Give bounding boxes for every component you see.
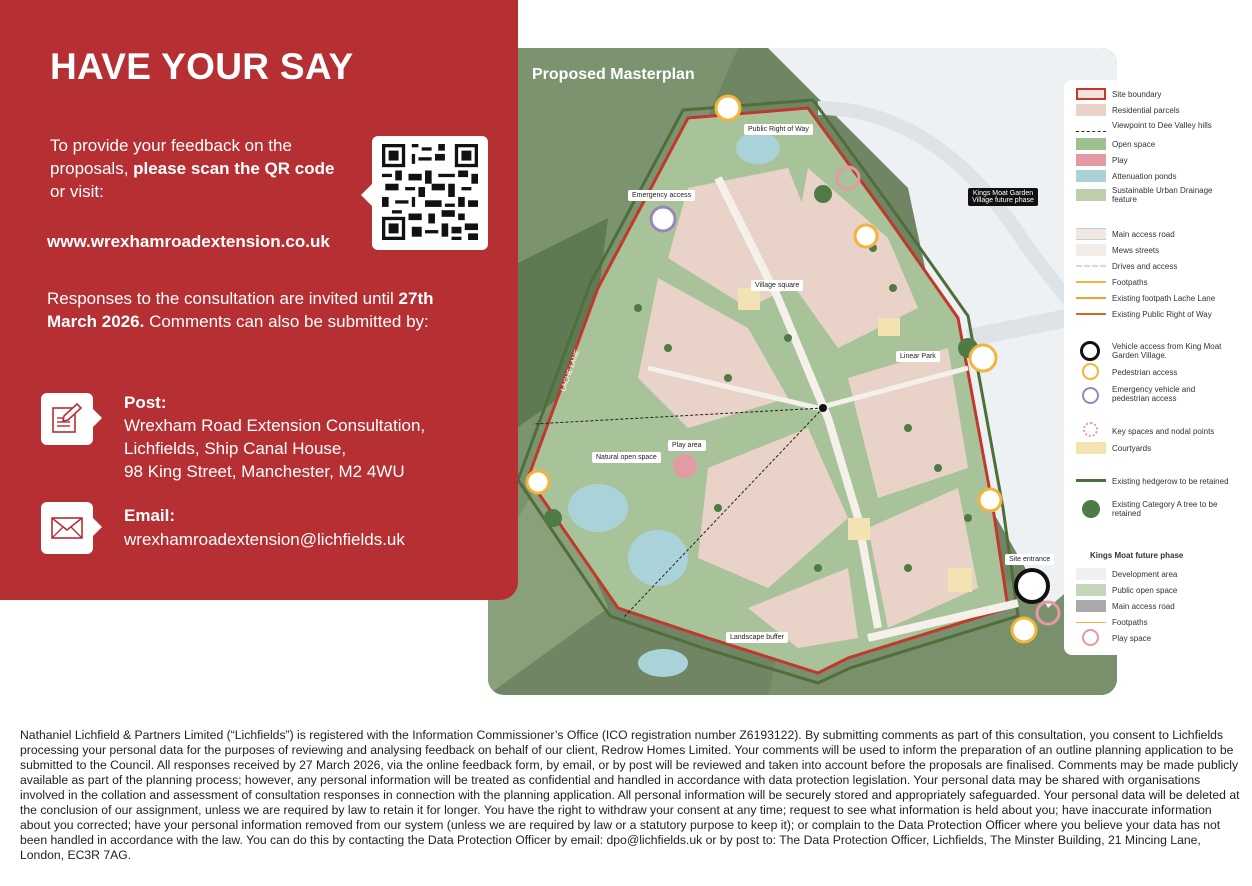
post-address [124,414,425,483]
legend-category-a-tree [1076,500,1232,518]
legend-label: Play [1112,155,1128,165]
legend-label: Viewpoint to Dee Valley hills [1112,121,1212,130]
legend-viewpoint [1076,121,1232,130]
envelope-icon [50,511,84,545]
legend-label: Footpaths [1112,277,1148,287]
legend-footpaths [1076,276,1232,288]
have-your-say-panel [0,0,518,600]
label-site-entrance: Site entrance [1005,554,1054,565]
qr-code[interactable] [372,136,488,250]
label-lache-lane: LACHE LANE [560,349,582,393]
responses-part2: Comments can also be submitted by: [144,312,429,331]
legend-label: Sustainable Urban Drainage feature [1112,186,1213,204]
legend-drives [1076,260,1232,272]
legend-label: Key spaces and nodal points [1112,426,1215,436]
legend-ponds [1076,170,1232,182]
legend-suds [1076,186,1232,204]
privacy-disclaimer: Nathaniel Lichfield & Partners Limited (“Lichfields”) is registered with the Information Commissioner’s Office (ICO registration number Z6193122). By submitting comments as part of this consultation, you consent to Lichfields processing your personal data for the purposes of reviewing and analysing feedback on behalf of our client, Redrow Homes Limited. Your comments will be used to inform the preparation of an outline planning application to be submitted to the Council. All responses received by 27 March 2026, via the online feedback form, by email, or by post will be reviewed and taken into account before the proposals are finalised. Comments may be made publicly available as part of the planning process; however, any personal information will be treated as confidential and handled in accordance with data protection legislation. Your personal data may be shared with organisations involved in the collation and assessment of consultation responses in connection with the planning application. All personal information will be securely stored and appropriately safeguarded. Your personal data will be deleted at the conclusion of our assignment, unless we are required by law to retain it for longer. You have the right to withdraw your consent at any time; request to see what information is held about you; have inaccurate information about you corrected; have your personal information removed from our system (unless we are required by law or a statutory purpose to keep it); or complain to the Data Protection Officer where you believe your data has not been handled in accordance with the law. You can do this by contacting the Data Protection Officer by email: dpo@lichfields.uk or by post to: The Data Protection Officer, Lichfields, The Minster Building, 21 Mincing Lane, London, EC3R 7AG. [20,728,1240,862]
legend-label: Residential parcels [1112,105,1180,115]
legend-play-space [1076,632,1232,644]
legend-rows [1064,80,1234,655]
legend-label: Existing Category A tree to be retained [1112,500,1218,518]
label-public-right-of-way: Public Right of Way [744,124,813,135]
email-address[interactable]: wrexhamroadextension@lichfields.uk [124,530,405,549]
masterplan-drawing [488,48,1117,695]
intro-bold: please scan the QR code [133,159,335,178]
legend-label: Play space [1112,633,1152,643]
legend-label: Development area [1112,569,1178,579]
legend-mews [1076,244,1232,256]
legend-label: Attenuation ponds [1112,171,1177,181]
legend-open-space [1076,138,1232,150]
legend-future-footpaths [1076,616,1232,628]
post-title: Post: [124,393,167,412]
legend-emergency-access [1076,385,1232,403]
post-line-3: 98 King Street, Manchester, M2 4WU [124,462,405,481]
post-line-1: Wrexham Road Extension Consultation, [124,416,426,435]
email-title: Email: [124,506,176,525]
website-link[interactable]: www.wrexhamroadextension.co.uk [47,232,330,251]
legend-label: Main access road [1112,601,1175,611]
intro-part1: To provide your feedback on the proposals, [50,136,292,178]
legend-key-spaces [1076,425,1232,437]
legend-pedestrian-access [1076,366,1232,378]
label-linear-park: Linear Park [896,351,940,362]
responses-text [47,287,467,333]
intro-text [50,134,350,203]
legend-label: Open space [1112,139,1156,149]
legend-label: Vehicle access from King Moat Garden Village. [1112,342,1222,360]
legend-label: Existing footpath Lache Lane [1112,293,1216,303]
legend-main-road [1076,228,1232,240]
intro-part2: or visit: [50,182,104,201]
label-emergency-access: Emergency access [628,190,695,201]
legend-label: Pedestrian access [1112,367,1178,377]
legend-existing-prow [1076,308,1232,320]
email-icon-box [41,502,93,554]
legend-label: Footpaths [1112,617,1148,627]
label-village-square: Village square [751,280,803,291]
legend-label: Site boundary [1112,89,1162,99]
legend-vehicle-access [1076,342,1232,360]
legend-label: Drives and access [1112,261,1178,271]
legend-label: Existing hedgerow to be retained [1112,476,1229,486]
legend-site-boundary [1076,88,1232,100]
label-play-area: Play area [668,440,706,451]
legend-label: Mews streets [1112,245,1160,255]
qr-code-icon [382,144,478,240]
legend-label: Emergency vehicle and pedestrian access [1112,385,1196,403]
legend-future-main-road [1076,600,1232,612]
masterplan-map [488,48,1117,695]
post-line-2: Lichfields, Ship Canal House, [124,439,347,458]
legend-lache-lane [1076,292,1232,304]
legend-courtyards [1076,442,1232,454]
label-natural-open-space: Natural open space [592,452,661,463]
label-kings-moat: Kings Moat Garden Village future phase [968,188,1038,206]
deadline-date: 27th March 2026. [47,289,434,331]
legend-label: Courtyards [1112,443,1152,453]
label-landscape-buffer: Landscape buffer [726,632,788,643]
legend-label: Existing Public Right of Way [1112,309,1212,319]
responses-part1: Responses to the consultation are invited until [47,289,399,308]
legend-future-heading: Kings Moat future phase [1090,551,1184,560]
legend-public-open-space [1076,584,1232,596]
legend-residential [1076,104,1232,116]
legend-development-area [1076,568,1232,580]
map-title: Proposed Masterplan [532,66,695,83]
legend-play [1076,154,1232,166]
legend-label: Public open space [1112,585,1178,595]
legend-hedgerow [1076,475,1232,487]
post-icon-box [41,393,93,445]
page-title: HAVE YOUR SAY [50,46,354,87]
letter-pen-icon [50,402,84,436]
legend-label: Main access road [1112,229,1175,239]
